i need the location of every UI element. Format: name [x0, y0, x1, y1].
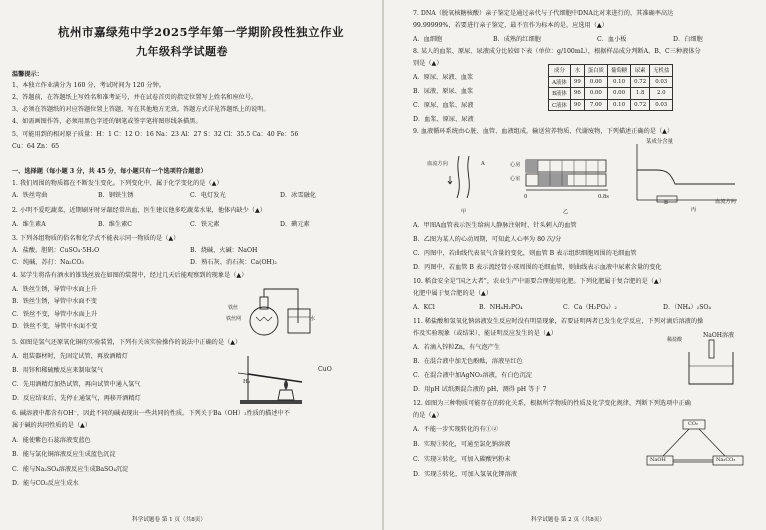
- q9-option-d: D．丙图中，若血管 B 表示流经肾小球周围的毛细血管，则曲线表示血液中尿素含量的变化: [413, 264, 662, 271]
- table-row: [549, 99, 673, 111]
- q9-figure-vessel: [445, 152, 485, 214]
- q11-label-acid: 稀盐酸: [667, 337, 683, 343]
- q8-option-c: C．原尿、血浆、尿液: [413, 102, 474, 109]
- dropper: [709, 340, 714, 358]
- q12-stem: 12. 如图为三种物质可能存在的转化关系，根据所学物质的性质及化学变化规律，判断下列选项中正确: [413, 400, 691, 407]
- q8-stem: 8. 某人的血浆、原尿、尿液成分比较如下表（单位：g/100mL），根据样品成分判断A、B、C三种液体分: [413, 48, 701, 55]
- table-cell: 0.10: [607, 99, 630, 111]
- q7-option-a: A．血细胞: [413, 36, 443, 43]
- q2-option-c: C．铁元素: [190, 221, 220, 228]
- q3-stem: 3. 下列各组物质的俗名和化学式不能表示同一物质的是（▲）: [12, 235, 180, 242]
- q11-option-b: B．在混合液中加无色酚酞，溶液呈红色: [413, 358, 523, 365]
- q4-label-water: 水: [310, 316, 316, 322]
- q1-stem: 1. 我们周围的物质都在不断发生变化。下列变化中，属于化学变化的是（▲）: [12, 180, 223, 187]
- q7-option-b: B．成熟的红细胞: [493, 36, 541, 43]
- q2-option-b: B．维生素C: [98, 221, 133, 228]
- q1-option-a: A．铁丝弯曲: [12, 192, 48, 199]
- q5-stem: 5. 如图是氢气还原氧化铜的实验装置，下列有关该实验操作的说法中正确的是（▲）: [12, 339, 242, 346]
- q4-label-mesh: 铁丝网: [226, 316, 242, 322]
- q4-option-d: D．铁丝不变，导管中水面不变: [12, 323, 98, 330]
- q7-stem: 7. DNA（脱氧核糖核酸）亲子鉴定是通过亲代与子代细胞中DNA比对来进行的，其准确率高达: [413, 10, 674, 17]
- table-header-cell: 葡萄糖: [607, 65, 630, 77]
- page-2-footer: 科学试题卷 第 2 页（共8页）: [531, 517, 605, 523]
- section-title: 一、选择题（每小题 3 分，共 45 分，每小题只有一个选项符合题意）: [12, 168, 207, 175]
- q12-option-c: C．实现②转化，可加入碳酸钙粉末: [413, 456, 511, 463]
- tip-5-cont: Cu：64 Zn：65: [12, 143, 60, 150]
- table-cell: 0.00: [607, 88, 630, 100]
- q6-option-a: A．能使紫色石蕊溶液变蓝色: [12, 437, 91, 444]
- table-cell: 0.72: [631, 76, 650, 88]
- table-cell: 0.00: [584, 88, 607, 100]
- table-cell: 0.00: [584, 76, 607, 88]
- graph-x-label: 血流方向: [715, 199, 736, 205]
- burner: [278, 390, 294, 400]
- table-header-row: [549, 65, 673, 77]
- table-cell: 99: [570, 76, 584, 88]
- flow-arrow: [448, 176, 452, 184]
- tips-header: 温馨提示：: [12, 71, 43, 78]
- fig-b-caption: 乙: [563, 209, 569, 215]
- q6-option-c: C．能与Na₂SO₄溶液反应生成BaSO₄沉淀: [12, 466, 129, 473]
- q11-label-naoh: NaOH溶液: [703, 332, 734, 339]
- q2-stem: 2. 小明不爱吃蔬菜，近期刷牙时牙龈经常出血，医生建议他多吃蔬菜水果，他体内缺少（▲）: [12, 207, 266, 214]
- q4-option-b: B．铁丝生锈，导管中水面不变: [12, 298, 97, 305]
- fig-b-time-end: 0.8s: [598, 194, 609, 200]
- table-header-cell: 蛋白质: [584, 65, 607, 77]
- q12-option-a: A．不能一步实现转化的有①②: [413, 426, 498, 433]
- exam-subtitle: 九年级科学试题卷: [136, 45, 228, 58]
- q6-option-d: D．能与CO₂反应生成水: [12, 480, 79, 487]
- q2-option-a: A．维生素A: [12, 221, 46, 228]
- q5-label-h2: H₂: [243, 379, 251, 385]
- q8-option-b: B．尿液、原尿、血浆: [413, 88, 474, 95]
- q2-option-d: D．碘元素: [280, 221, 310, 228]
- q1-option-b: B．钢铁生锈: [98, 192, 134, 199]
- q5-option-c: C．先用酒精灯加热试管，再向试管中通入氢气: [12, 381, 141, 388]
- q7-option-c: C．血小板: [597, 36, 627, 43]
- atrium-systole: [526, 160, 538, 172]
- q11-option-a: A．若滴入锌粒Zn，有气泡产生: [413, 344, 501, 351]
- stand-base: [240, 400, 302, 404]
- q8-stem-2: 别是（▲）: [413, 60, 443, 67]
- q10-stem: 10. 稻食安全是“国之大者”，农业生产中需要合理使用化肥。下列化肥属于复合肥的是（▲）: [413, 278, 665, 285]
- q12-option-d: D．实现⑤转化，可加入氢氧化钾溶液: [413, 471, 517, 478]
- tip-3: 3、必须在答题纸的对应答题位置上答题，写在其他地方无效。答题方式详见答题纸上的说明。: [12, 106, 270, 113]
- fig-b-time-start: 0: [524, 194, 528, 200]
- table-header-cell: 尿素: [631, 65, 650, 77]
- tip-1: 1、本独立作业满分为 160 分，考试时间为 120 分钟。: [12, 82, 165, 89]
- fig-a-vessel-label: A: [481, 161, 485, 167]
- q9-option-b: B．乙图为某人的心动周期，可知此人心率为 80 次/分: [413, 236, 562, 243]
- q6-stem: 6. 碱溶液中都含有OH⁻，因此不同的碱表现出一些共同的性质。下列关于Ba（OH）₂性质的描述中不: [12, 410, 290, 417]
- table-row: [549, 88, 673, 100]
- q8-option-a: A．原尿、尿液、血浆: [413, 74, 474, 81]
- table-cell: 96: [570, 88, 584, 100]
- fig-a-caption: 甲: [461, 209, 467, 215]
- q8-option-d: D．血浆、原尿、尿液: [413, 116, 474, 123]
- q3-option-b: B．烧碱、火碱：NaOH: [190, 247, 258, 254]
- q3-option-c: C．纯碱、苏打：Na₂CO₃: [12, 259, 84, 266]
- q1-option-d: D．冰雪融化: [280, 192, 316, 199]
- q5-option-a: A．组装器材时，先固定试管，再放酒精灯: [12, 353, 128, 360]
- q9-stem: 9. 血液循环系统由心脏、血管、血液组成，输送营养物质、代谢废物，下列描述正确的是（▲）: [413, 128, 674, 135]
- table-cell: 0.72: [631, 99, 650, 111]
- table-cell: 2.0: [650, 88, 673, 100]
- q11-option-c: C．在混合液中加AgNO₃溶液，有白色沉淀: [413, 372, 532, 379]
- table-cell: 0.10: [607, 76, 630, 88]
- table-header-cell: 无机盐: [650, 65, 673, 77]
- q10-option-c: C．Ca（H₂PO₄）₂: [563, 304, 617, 311]
- graph-y-label: 某成分含量: [646, 139, 673, 145]
- flask-bulb: [250, 307, 278, 335]
- page-2: [383, 0, 766, 530]
- q8-composition-table: [548, 64, 673, 111]
- h2-pipe: [238, 373, 268, 377]
- q7-stem-2: 99.99999%，若要进行亲子鉴定，最不宜作为标本的是，应选用（▲）: [413, 22, 608, 29]
- q4-stem: 4. 某学生将浩有酒水的锥钱丝放在如图的装置中，经过几天后能观察到的现象是（▲）: [12, 272, 248, 279]
- q4-option-c: C．铁丝不变，导管中水面上升: [12, 311, 98, 318]
- graph-caption: 丙: [691, 207, 697, 213]
- q10-option-b: B．NH₄H₂PO₄: [479, 304, 523, 311]
- table-header-cell: 水: [570, 65, 584, 77]
- q12-label-co2: CO₂: [688, 421, 698, 427]
- table-header-cell: 成分: [549, 65, 571, 77]
- tip-4: 4、如需画图作答，必须用黑色字迹的钢笔或签字笔将图形线条描黑。: [12, 118, 202, 125]
- tip-5: 5、可能用到的相对原子质量：H：1 C：12 O：16 Na：23 Al：27 S：32 Cl：35.5 Ca：40 Fe：56: [12, 131, 299, 138]
- q5-label-cuo: CuO: [318, 366, 332, 373]
- table-cell: C液体: [549, 99, 571, 111]
- q5-apparatus-figure: [238, 350, 320, 406]
- q3-option-a: A．盐酸、胆矾：CuSO₄·5H₂O: [12, 247, 100, 254]
- fig-b-atrium-label: 心房: [510, 162, 521, 168]
- page-1-footer: 科学试题卷 第 1 页（共8页）: [132, 517, 206, 523]
- q5-option-b: B．用锌和稀硫酸反应来制取氢气: [12, 367, 104, 374]
- wire-mesh: [256, 317, 272, 321]
- q12-label-na2co3: Na₂CO₃: [716, 457, 736, 463]
- q5-option-d: D．反应结束后，先停止通氢气，再移开酒精灯: [12, 395, 141, 402]
- vessel-a: [457, 156, 469, 198]
- table-cell: A液体: [549, 76, 571, 88]
- flame: [284, 380, 288, 390]
- q12-stem-2: 的是（▲）: [413, 412, 443, 419]
- table-cell: 0.03: [650, 99, 673, 111]
- q3-option-d: D．熟石灰、消石灰：Ca(OH)₂: [190, 259, 277, 266]
- table-cell: 7.00: [584, 99, 607, 111]
- q4-apparatus-figure: [236, 283, 326, 341]
- delivery-tube: [264, 289, 298, 323]
- table-cell: B液体: [549, 88, 571, 100]
- q11-stem-2: 作及实验现象（或结果），能证明反应发生的是（▲）: [413, 330, 557, 337]
- q7-option-d: D．白细胞: [673, 36, 703, 43]
- q10-stem-2: 化肥中属于复合肥的是（▲）: [413, 290, 493, 297]
- q6-option-b: B．能与氯化铜溶液反应生成蓝色沉淀: [12, 451, 116, 458]
- tip-2: 2、答题前，在答题纸上写姓名和准考证号，并在试卷首页的指定位置写上姓名和座位号。: [12, 94, 258, 101]
- table-cell: 90: [570, 99, 584, 111]
- content-curve: [637, 170, 735, 184]
- q11-beaker-figure: [683, 340, 743, 388]
- q1-option-c: C．电灯发光: [190, 192, 226, 199]
- graph-vessel-b-label: B: [664, 200, 668, 206]
- q12-label-naoh: NaOH: [650, 457, 666, 463]
- q6-stem-2: 属于碱的共同性质的是（▲）: [12, 422, 92, 429]
- q4-label-wire: 铁丝: [228, 305, 239, 311]
- q10-option-d: D．（NH₄）₂SO₄: [663, 304, 711, 311]
- q9-option-a: A．甲图A血管表示医生给病人静脉注射时，针头刺入的血管: [413, 222, 577, 229]
- table-cell: 1.8: [631, 88, 650, 100]
- table-cell: 0.03: [650, 76, 673, 88]
- fig-a-flow-label: 血流方向: [427, 161, 448, 167]
- q11-stem: 11. 稀盐酸和氢氧化钠溶液发生反应时没有明显现象，若要证明两者已发生化学反应，下列对滴后溶液的操: [413, 318, 704, 325]
- fig-b-ventricle-label: 心室: [510, 176, 521, 182]
- q4-option-a: A．铁丝生锈，导管中水面上升: [12, 286, 97, 293]
- q11-option-d: D．用pH 试纸测混合液的 pH，测得 pH 等于 7: [413, 386, 547, 393]
- q12-option-b: B．实现①转化，可通至氯化钠溶液: [413, 441, 511, 448]
- beaker: [689, 352, 733, 384]
- water-beaker: [288, 309, 310, 333]
- q10-option-a: A．KCl: [413, 304, 435, 311]
- ventricle-systole: [538, 174, 568, 186]
- q9-option-c: C．丙图中，若曲线代表氧气含量的变化，则血管 B 表示组织细胞周围的毛细血管: [413, 250, 637, 257]
- exam-title: 杭州市嘉绿苑中学2025学年第一学期阶段性独立作业: [58, 25, 345, 39]
- table-row: [549, 76, 673, 88]
